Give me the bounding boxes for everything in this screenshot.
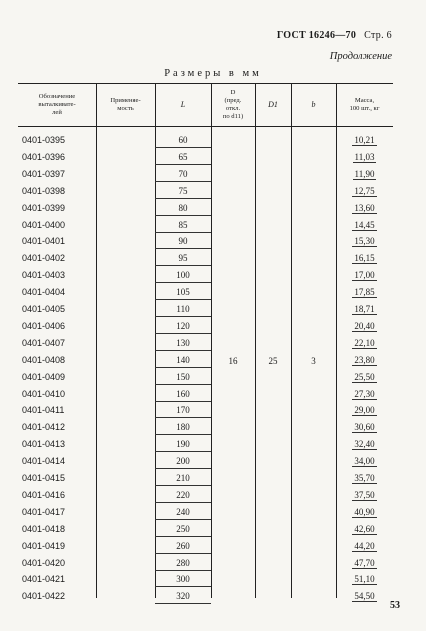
- row-designation: 0401-0413: [22, 439, 66, 450]
- page-number: 53: [390, 600, 400, 611]
- row-designation: 0401-0422: [22, 591, 66, 602]
- row-length: 140: [155, 352, 211, 368]
- row-length: 120: [155, 318, 211, 334]
- row-mass-cell: [336, 571, 393, 587]
- row-length: 60: [155, 132, 211, 148]
- row-length: 85: [155, 217, 211, 233]
- row-mass-cell: [336, 267, 393, 283]
- row-length: 130: [155, 335, 211, 351]
- row-mass: 12,75: [354, 185, 375, 196]
- row-designation: 0401-0395: [22, 135, 66, 145]
- row-mass: 20,40: [354, 320, 375, 331]
- row-length: 320: [155, 588, 211, 604]
- column-divider: [291, 83, 292, 598]
- row-length: 250: [155, 521, 211, 537]
- row-designation: 0401-0410: [22, 388, 66, 399]
- row-mass-cell: [336, 352, 393, 368]
- row-designation: 0401-0412: [22, 422, 66, 433]
- row-mass: 16,15: [354, 253, 375, 264]
- row-mass-cell: [336, 132, 393, 148]
- row-mass-cell: [336, 555, 393, 571]
- row-designation: 0401-0399: [22, 202, 66, 213]
- row-mass: 42,60: [354, 523, 375, 534]
- row-mass: 25,50: [354, 371, 375, 382]
- row-mass-cell: [336, 470, 393, 486]
- row-mass: 40,90: [354, 506, 375, 517]
- row-designation: 0401-0398: [22, 185, 66, 196]
- row-mass-cell: [336, 386, 393, 402]
- row-mass: 32,40: [354, 439, 375, 450]
- row-length: 200: [155, 453, 211, 469]
- row-mass-cell: [336, 250, 393, 266]
- row-designation: 0401-0420: [22, 557, 66, 568]
- row-mass-cell: [336, 284, 393, 300]
- row-length: 75: [155, 183, 211, 199]
- row-length: 100: [155, 267, 211, 283]
- row-mass-cell: [336, 217, 393, 233]
- page-label: Стр. 6: [364, 30, 392, 41]
- row-mass: 22,10: [354, 337, 375, 348]
- row-designation: 0401-0421: [22, 574, 66, 585]
- row-designation: 0401-0406: [22, 320, 66, 331]
- row-mass: 11,03: [354, 151, 375, 162]
- row-mass-cell: [336, 369, 393, 385]
- column-divider: [96, 83, 97, 598]
- row-designation: 0401-0415: [22, 473, 66, 483]
- row-designation: 0401-0414: [22, 456, 66, 467]
- row-designation: 0401-0407: [22, 337, 66, 348]
- row-mass: 29,00: [354, 405, 375, 416]
- row-length: 280: [155, 555, 211, 571]
- col-d: D (пред. откл. по d11): [222, 89, 244, 120]
- row-length: 190: [155, 436, 211, 452]
- row-mass-cell: [336, 233, 393, 249]
- row-mass: 14,45: [354, 219, 375, 230]
- row-length: 220: [155, 487, 211, 503]
- row-mass: 35,70: [354, 473, 375, 483]
- row-mass-cell: [336, 453, 393, 469]
- row-mass: 44,20: [354, 540, 375, 551]
- row-length: 80: [155, 200, 211, 216]
- row-mass-cell: [336, 200, 393, 216]
- continuation-label: Продолжение: [329, 51, 392, 62]
- row-designation: 0401-0396: [22, 151, 66, 162]
- row-mass: 23,80: [354, 354, 375, 365]
- row-mass: 27,30: [354, 388, 375, 399]
- row-mass-cell: [336, 487, 393, 503]
- row-length: 160: [155, 386, 211, 402]
- col-b: b: [311, 100, 316, 110]
- dimensions-table: [18, 83, 393, 602]
- row-mass: 30,60: [354, 422, 375, 433]
- row-mass-cell: [336, 335, 393, 351]
- row-mass-cell: [336, 436, 393, 452]
- row-designation: 0401-0402: [22, 253, 66, 264]
- row-mass-cell: [336, 166, 393, 182]
- row-designation: 0401-0419: [22, 540, 66, 551]
- row-length: 65: [155, 149, 211, 165]
- row-mass-cell: [336, 504, 393, 520]
- row-designation: 0401-0411: [22, 405, 65, 416]
- row-designation: 0401-0397: [22, 168, 66, 179]
- column-divider: [255, 83, 256, 598]
- column-divider: [211, 83, 212, 598]
- row-designation: 0401-0408: [22, 354, 66, 365]
- row-length: 110: [155, 301, 211, 317]
- table-caption: Размеры в мм: [164, 68, 262, 79]
- standard-number: ГОСТ 16246—70: [276, 30, 357, 41]
- row-length: 90: [155, 233, 211, 249]
- merged-d1-value: 25: [268, 356, 278, 366]
- row-mass: 34,00: [354, 456, 375, 467]
- col-d1: D1: [268, 100, 278, 110]
- row-length: 300: [155, 571, 211, 587]
- col-mass: Масса, 100 шт., кг: [349, 97, 380, 112]
- row-mass: 17,85: [354, 287, 375, 298]
- row-mass: 11,90: [354, 168, 375, 179]
- row-designation: 0401-0409: [22, 371, 66, 382]
- row-designation: 0401-0403: [22, 270, 66, 281]
- merged-b-value: 3: [311, 356, 316, 366]
- row-length: 180: [155, 419, 211, 435]
- row-mass: 15,30: [354, 236, 375, 247]
- row-designation: 0401-0405: [22, 304, 66, 314]
- merged-d-value: 16: [228, 356, 238, 366]
- row-designation: 0401-0404: [22, 287, 66, 298]
- row-designation: 0401-0417: [22, 506, 66, 517]
- col-applicability: Применяе- мость: [110, 97, 141, 112]
- row-mass-cell: [336, 318, 393, 334]
- row-length: 210: [155, 470, 211, 486]
- row-mass-cell: [336, 301, 393, 317]
- row-length: 260: [155, 538, 211, 554]
- row-mass: 18,71: [354, 304, 375, 314]
- row-length: 240: [155, 504, 211, 520]
- row-mass-cell: [336, 402, 393, 418]
- col-designation: Обозначение выталкивате- лей: [38, 93, 76, 116]
- row-mass: 54,50: [354, 591, 375, 602]
- row-mass: 13,60: [354, 202, 375, 213]
- row-length: 105: [155, 284, 211, 300]
- row-designation: 0401-0416: [22, 489, 66, 500]
- row-designation: 0401-0401: [22, 236, 66, 247]
- col-l: L: [180, 100, 186, 110]
- row-mass-cell: [336, 419, 393, 435]
- row-length: 150: [155, 369, 211, 385]
- row-length: 95: [155, 250, 211, 266]
- row-mass: 51,10: [354, 574, 375, 585]
- row-mass-cell: [336, 183, 393, 199]
- row-designation: 0401-0400: [22, 219, 66, 230]
- row-mass: 10,21: [354, 135, 375, 145]
- row-mass-cell: [336, 149, 393, 165]
- row-length: 170: [155, 402, 211, 418]
- page-header: [277, 30, 392, 41]
- row-mass-cell: [336, 538, 393, 554]
- row-mass: 37,50: [354, 489, 375, 500]
- row-mass-cell: [336, 521, 393, 537]
- row-designation: 0401-0418: [22, 523, 66, 534]
- row-mass: 17,00: [354, 270, 375, 281]
- row-mass: 47,70: [354, 557, 375, 568]
- row-mass-cell: [336, 588, 393, 604]
- row-length: 70: [155, 166, 211, 182]
